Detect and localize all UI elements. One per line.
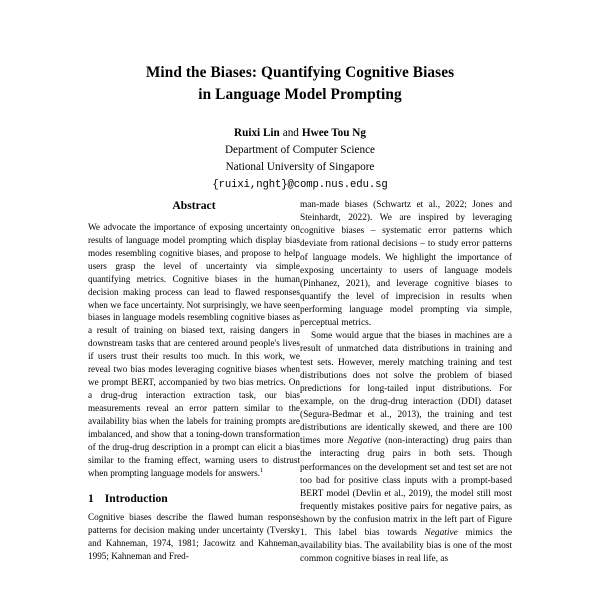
column-right (300, 199, 512, 600)
author-name-second: Hwee Tou Ng (301, 127, 366, 140)
abstract-body: We advocate the importance of exposing uncertainty on results of language model prompting which display bias modes resembling cognitive biases, and propose to help users grasp the level of uncertainty via simple quantifying metrics. Cognitive biases in the human decision making process can lead to flawed responses when we face uncertainty. Not surprisingly, we have seen biases in language models resembling cognitive biases as a result of training on biased text, raising dangers in downstream tasks that are centered around people's lives if users trust their results too much. In this work, we reveal two bias modes leveraging cognitive biases when we prompt BERT, accompanied by two bias metrics. On a drug-drug interaction extraction task, our bias measurements reveal an error pattern similar to the availability bias when the labels for training prompts are imbalanced, and show that a toning-down transformation of the drug-drug description in a prompt can elicit a bias similar to the framing effect, warning users to distrust when prompting language models for answers. (88, 222, 300, 478)
section-number: 1 (88, 492, 94, 506)
affiliation-department: Department of Computer Science (224, 144, 376, 157)
page-title (90, 62, 510, 105)
affiliation-university: National University of Singapore (225, 161, 375, 174)
author-conjunction: and (282, 127, 299, 140)
author-name-first: Ruixi Lin (234, 127, 280, 140)
title-line-2: in Language Model Prompting (198, 85, 402, 103)
abstract-heading: Abstract (172, 199, 216, 212)
section-title: Introduction (104, 492, 168, 506)
introduction-paragraph: Cognitive biases describe the flawed human response patterns for decision making under uncertainty (Tversky and Kahneman, 1974, 1981; Jacowitz and Kahneman, 1995; Kahneman and Fred- (88, 512, 300, 562)
author-list (0, 125, 600, 142)
title-block (0, 0, 600, 191)
body-columns (0, 199, 600, 600)
author-email: {ruixi,nght}@comp.nus.edu.sg (212, 178, 388, 191)
intro-paragraph-continued: man-made biases (Schwartz et al., 2022; Jones and Steinhardt, 2022). We are inspired by leveraging cognitive biases – systematic error patterns which deviate from rational decisions – to study error patterns of language models. We highlight the importance of exposing uncertainty to users of language models (Pinhanez, 2021), and leverage cognitive biases to quantify the level of imprecision in results when performing language model prompting via simple, perceptual metrics. (300, 200, 512, 329)
paragraph-segment-1: Some would argue that the biases in machines are a result of unmatched data distributions in training and test sets. However, merely matching training and test distributions does not solve the problem of biased predictions for long-tailed input distributions. For example, on the drug-drug interaction (DDI) dataset (Segura-Bedmar et al., 2013), the training and test distributions are identically skewed, and there are 100 times more (300, 331, 512, 447)
footnote-marker: 1 (259, 466, 264, 474)
column-left (88, 199, 300, 600)
title-line-1: Mind the Biases: Quantifying Cognitive Biases (145, 64, 455, 81)
italic-term-negative-2: Negative (424, 528, 458, 539)
italic-term-negative-1: Negative (347, 436, 381, 447)
section-heading-introduction (88, 492, 300, 505)
paragraph-segment-2: (non-interacting) drug pairs than the interacting drug pairs in both sets. Though performances on the development set and test set are not too bad for positive class inputs with a prompt-based BERT model (Devlin et al., 2019), the model still most frequently mistakes positive pairs for negative pairs, as shown by the confusion matrix in the left part of Figure 1. This label bias towards (300, 436, 512, 539)
paragraph-segment-3: mimics the availability bias. The availability bias is one of the most common cognitive biases in real life, as (300, 528, 512, 565)
abstract-text (88, 221, 300, 479)
intro-paragraph-two (300, 330, 512, 566)
